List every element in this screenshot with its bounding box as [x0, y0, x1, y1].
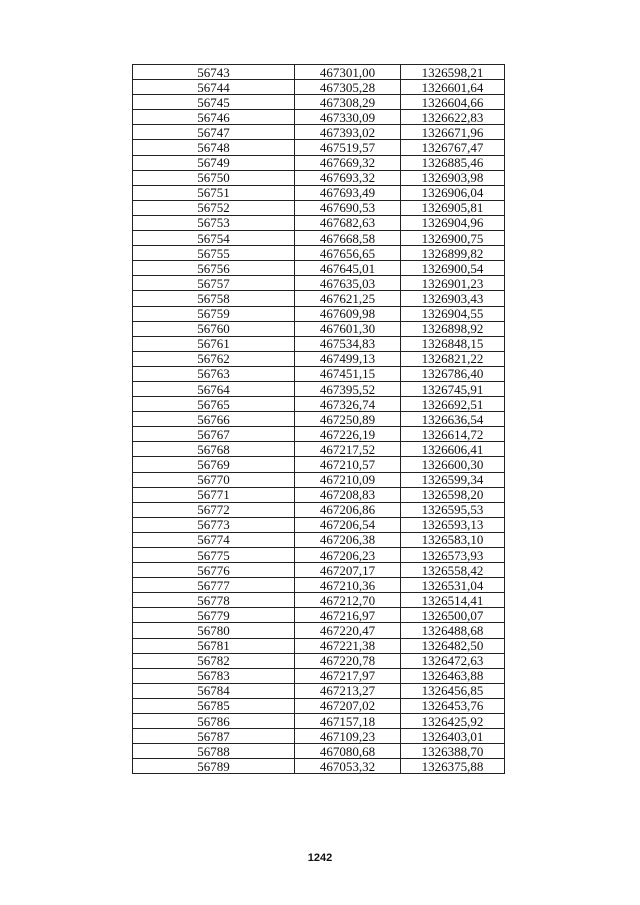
- point-number-cell: 56754: [133, 231, 295, 246]
- point-number-cell: 56748: [133, 140, 295, 155]
- y-coordinate-cell: 1326453,76: [401, 698, 505, 713]
- y-coordinate-cell: 1326745,91: [401, 381, 505, 396]
- point-number-cell: 56743: [133, 65, 295, 80]
- point-number-cell: 56789: [133, 759, 295, 774]
- point-number-cell: 56781: [133, 638, 295, 653]
- table-row: [133, 276, 505, 291]
- y-coordinate-cell: 1326767,47: [401, 140, 505, 155]
- point-number-cell: 56785: [133, 698, 295, 713]
- y-coordinate-cell: 1326595,53: [401, 502, 505, 517]
- table-row: [133, 698, 505, 713]
- y-coordinate-cell: 1326375,88: [401, 759, 505, 774]
- table-row: [133, 487, 505, 502]
- point-number-cell: 56769: [133, 457, 295, 472]
- y-coordinate-cell: 1326403,01: [401, 729, 505, 744]
- y-coordinate-cell: 1326573,93: [401, 548, 505, 563]
- point-number-cell: 56761: [133, 336, 295, 351]
- table-row: [133, 683, 505, 698]
- table-row: [133, 291, 505, 306]
- point-number-cell: 56780: [133, 623, 295, 638]
- table-row: [133, 65, 505, 80]
- x-coordinate-cell: 467621,25: [295, 291, 401, 306]
- table-row: [133, 638, 505, 653]
- y-coordinate-cell: 1326425,92: [401, 714, 505, 729]
- y-coordinate-cell: 1326472,63: [401, 653, 505, 668]
- table-row: [133, 246, 505, 261]
- point-number-cell: 56766: [133, 412, 295, 427]
- y-coordinate-cell: 1326558,42: [401, 563, 505, 578]
- x-coordinate-cell: 467690,53: [295, 200, 401, 215]
- table-row: [133, 215, 505, 230]
- x-coordinate-cell: 467157,18: [295, 714, 401, 729]
- table-row: [133, 80, 505, 95]
- point-number-cell: 56777: [133, 578, 295, 593]
- table-row: [133, 744, 505, 759]
- y-coordinate-cell: 1326904,55: [401, 306, 505, 321]
- x-coordinate-cell: 467250,89: [295, 412, 401, 427]
- x-coordinate-cell: 467217,97: [295, 668, 401, 683]
- point-number-cell: 56745: [133, 95, 295, 110]
- table-row: [133, 668, 505, 683]
- x-coordinate-cell: 467109,23: [295, 729, 401, 744]
- point-number-cell: 56752: [133, 200, 295, 215]
- x-coordinate-cell: 467216,97: [295, 608, 401, 623]
- y-coordinate-cell: 1326821,22: [401, 351, 505, 366]
- point-number-cell: 56770: [133, 472, 295, 487]
- x-coordinate-cell: 467668,58: [295, 231, 401, 246]
- x-coordinate-cell: 467053,32: [295, 759, 401, 774]
- table-row: [133, 548, 505, 563]
- table-row: [133, 336, 505, 351]
- y-coordinate-cell: 1326622,83: [401, 110, 505, 125]
- x-coordinate-cell: 467308,29: [295, 95, 401, 110]
- y-coordinate-cell: 1326482,50: [401, 638, 505, 653]
- table-row: [133, 623, 505, 638]
- table-row: [133, 125, 505, 140]
- point-number-cell: 56749: [133, 155, 295, 170]
- x-coordinate-cell: 467206,23: [295, 548, 401, 563]
- point-number-cell: 56763: [133, 366, 295, 381]
- table-row: [133, 442, 505, 457]
- x-coordinate-cell: 467330,09: [295, 110, 401, 125]
- y-coordinate-cell: 1326885,46: [401, 155, 505, 170]
- table-row: [133, 502, 505, 517]
- point-number-cell: 56765: [133, 397, 295, 412]
- x-coordinate-cell: 467305,28: [295, 80, 401, 95]
- y-coordinate-cell: 1326671,96: [401, 125, 505, 140]
- point-number-cell: 56775: [133, 548, 295, 563]
- table-row: [133, 366, 505, 381]
- point-number-cell: 56758: [133, 291, 295, 306]
- y-coordinate-cell: 1326531,04: [401, 578, 505, 593]
- x-coordinate-cell: 467693,49: [295, 185, 401, 200]
- point-number-cell: 56778: [133, 593, 295, 608]
- x-coordinate-cell: 467213,27: [295, 683, 401, 698]
- table-row: [133, 714, 505, 729]
- y-coordinate-cell: 1326488,68: [401, 623, 505, 638]
- table-row: [133, 170, 505, 185]
- table-row: [133, 95, 505, 110]
- table-row: [133, 321, 505, 336]
- table-row: [133, 200, 505, 215]
- x-coordinate-cell: 467217,52: [295, 442, 401, 457]
- y-coordinate-cell: 1326903,98: [401, 170, 505, 185]
- point-number-cell: 56747: [133, 125, 295, 140]
- table-row: [133, 231, 505, 246]
- point-number-cell: 56779: [133, 608, 295, 623]
- y-coordinate-cell: 1326604,66: [401, 95, 505, 110]
- x-coordinate-cell: 467207,02: [295, 698, 401, 713]
- point-number-cell: 56764: [133, 381, 295, 396]
- x-coordinate-cell: 467206,54: [295, 517, 401, 532]
- table-row: [133, 261, 505, 276]
- x-coordinate-cell: 467669,32: [295, 155, 401, 170]
- point-number-cell: 56760: [133, 321, 295, 336]
- table-row: [133, 351, 505, 366]
- y-coordinate-cell: 1326614,72: [401, 427, 505, 442]
- point-number-cell: 56786: [133, 714, 295, 729]
- point-number-cell: 56755: [133, 246, 295, 261]
- y-coordinate-cell: 1326692,51: [401, 397, 505, 412]
- y-coordinate-cell: 1326598,20: [401, 487, 505, 502]
- page-number: 1242: [307, 852, 333, 864]
- y-coordinate-cell: 1326904,96: [401, 215, 505, 230]
- y-coordinate-cell: 1326900,54: [401, 261, 505, 276]
- y-coordinate-cell: 1326636,54: [401, 412, 505, 427]
- point-number-cell: 56767: [133, 427, 295, 442]
- point-number-cell: 56746: [133, 110, 295, 125]
- y-coordinate-cell: 1326906,04: [401, 185, 505, 200]
- x-coordinate-cell: 467221,38: [295, 638, 401, 653]
- y-coordinate-cell: 1326606,41: [401, 442, 505, 457]
- table-row: [133, 608, 505, 623]
- y-coordinate-cell: 1326599,34: [401, 472, 505, 487]
- y-coordinate-cell: 1326514,41: [401, 593, 505, 608]
- point-number-cell: 56774: [133, 532, 295, 547]
- x-coordinate-cell: 467226,19: [295, 427, 401, 442]
- y-coordinate-cell: 1326848,15: [401, 336, 505, 351]
- table-row: [133, 563, 505, 578]
- table-row: [133, 397, 505, 412]
- point-number-cell: 56759: [133, 306, 295, 321]
- y-coordinate-cell: 1326900,75: [401, 231, 505, 246]
- point-number-cell: 56773: [133, 517, 295, 532]
- x-coordinate-cell: 467206,86: [295, 502, 401, 517]
- point-number-cell: 56753: [133, 215, 295, 230]
- x-coordinate-cell: 467682,63: [295, 215, 401, 230]
- y-coordinate-cell: 1326601,64: [401, 80, 505, 95]
- table-row: [133, 155, 505, 170]
- y-coordinate-cell: 1326456,85: [401, 683, 505, 698]
- x-coordinate-cell: 467393,02: [295, 125, 401, 140]
- point-number-cell: 56762: [133, 351, 295, 366]
- x-coordinate-cell: 467656,65: [295, 246, 401, 261]
- y-coordinate-cell: 1326901,23: [401, 276, 505, 291]
- point-number-cell: 56750: [133, 170, 295, 185]
- point-number-cell: 56788: [133, 744, 295, 759]
- y-coordinate-cell: 1326583,10: [401, 532, 505, 547]
- x-coordinate-cell: 467499,13: [295, 351, 401, 366]
- table-row: [133, 472, 505, 487]
- table-row: [133, 457, 505, 472]
- coordinates-table-body: [133, 65, 505, 774]
- x-coordinate-cell: 467693,32: [295, 170, 401, 185]
- point-number-cell: 56784: [133, 683, 295, 698]
- coordinates-table: [132, 64, 505, 774]
- x-coordinate-cell: 467534,83: [295, 336, 401, 351]
- x-coordinate-cell: 467635,03: [295, 276, 401, 291]
- x-coordinate-cell: 467210,09: [295, 472, 401, 487]
- table-row: [133, 381, 505, 396]
- x-coordinate-cell: 467210,57: [295, 457, 401, 472]
- point-number-cell: 56782: [133, 653, 295, 668]
- x-coordinate-cell: 467601,30: [295, 321, 401, 336]
- x-coordinate-cell: 467645,01: [295, 261, 401, 276]
- x-coordinate-cell: 467208,83: [295, 487, 401, 502]
- y-coordinate-cell: 1326898,92: [401, 321, 505, 336]
- x-coordinate-cell: 467220,78: [295, 653, 401, 668]
- x-coordinate-cell: 467220,47: [295, 623, 401, 638]
- point-number-cell: 56768: [133, 442, 295, 457]
- y-coordinate-cell: 1326905,81: [401, 200, 505, 215]
- table-row: [133, 110, 505, 125]
- x-coordinate-cell: 467212,70: [295, 593, 401, 608]
- x-coordinate-cell: 467395,52: [295, 381, 401, 396]
- y-coordinate-cell: 1326593,13: [401, 517, 505, 532]
- y-coordinate-cell: 1326600,30: [401, 457, 505, 472]
- x-coordinate-cell: 467207,17: [295, 563, 401, 578]
- table-row: [133, 653, 505, 668]
- point-number-cell: 56751: [133, 185, 295, 200]
- x-coordinate-cell: 467326,74: [295, 397, 401, 412]
- table-row: [133, 185, 505, 200]
- point-number-cell: 56776: [133, 563, 295, 578]
- table-row: [133, 532, 505, 547]
- point-number-cell: 56744: [133, 80, 295, 95]
- y-coordinate-cell: 1326598,21: [401, 65, 505, 80]
- table-row: [133, 140, 505, 155]
- table-row: [133, 427, 505, 442]
- point-number-cell: 56783: [133, 668, 295, 683]
- point-number-cell: 56756: [133, 261, 295, 276]
- x-coordinate-cell: 467451,15: [295, 366, 401, 381]
- table-row: [133, 517, 505, 532]
- x-coordinate-cell: 467609,98: [295, 306, 401, 321]
- y-coordinate-cell: 1326899,82: [401, 246, 505, 261]
- point-number-cell: 56772: [133, 502, 295, 517]
- x-coordinate-cell: 467519,57: [295, 140, 401, 155]
- x-coordinate-cell: 467080,68: [295, 744, 401, 759]
- table-row: [133, 593, 505, 608]
- table-row: [133, 729, 505, 744]
- point-number-cell: 56787: [133, 729, 295, 744]
- x-coordinate-cell: 467301,00: [295, 65, 401, 80]
- y-coordinate-cell: 1326903,43: [401, 291, 505, 306]
- table-row: [133, 306, 505, 321]
- point-number-cell: 56771: [133, 487, 295, 502]
- y-coordinate-cell: 1326500,07: [401, 608, 505, 623]
- y-coordinate-cell: 1326786,40: [401, 366, 505, 381]
- point-number-cell: 56757: [133, 276, 295, 291]
- x-coordinate-cell: 467206,38: [295, 532, 401, 547]
- y-coordinate-cell: 1326388,70: [401, 744, 505, 759]
- table-row: [133, 412, 505, 427]
- table-row: [133, 578, 505, 593]
- y-coordinate-cell: 1326463,88: [401, 668, 505, 683]
- table-row: [133, 759, 505, 774]
- x-coordinate-cell: 467210,36: [295, 578, 401, 593]
